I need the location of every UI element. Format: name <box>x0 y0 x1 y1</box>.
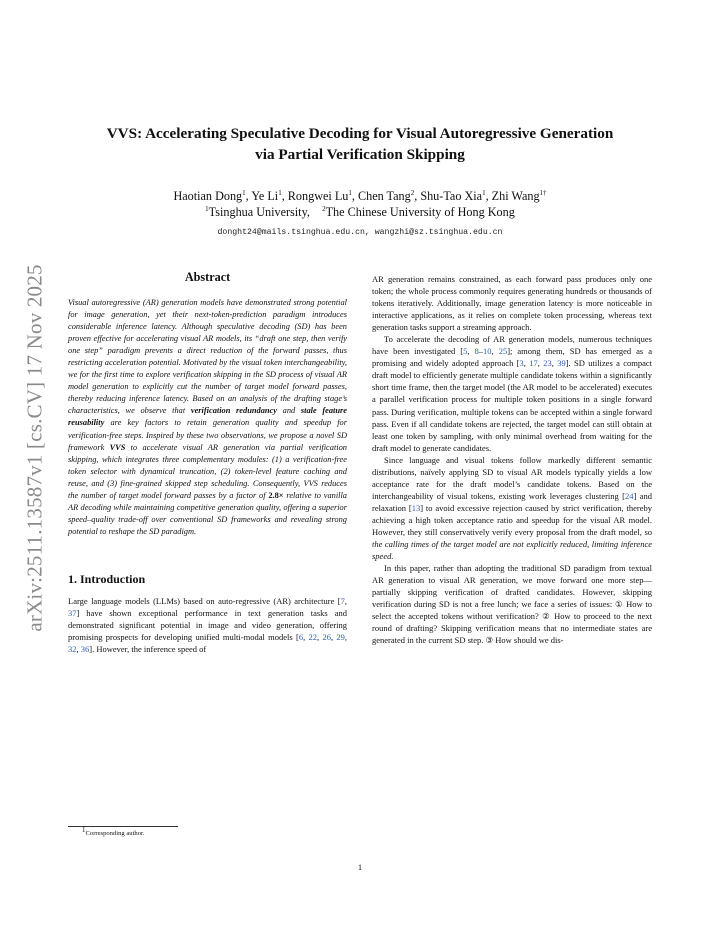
left-column <box>68 270 347 655</box>
abstract-heading: Abstract <box>184 270 231 284</box>
abstract-span: and <box>277 406 301 416</box>
affiliations <box>60 205 660 221</box>
right-column <box>372 273 652 646</box>
citation-link[interactable]: 23 <box>543 358 552 369</box>
abstract-span: relative to vanilla AR decoding while maintaining competitive generation quality, offering a superior speed–quality trade-off over conventional SD frameworks and revealing strong potential to reshape the SD paradigm. <box>68 490 347 536</box>
citation-link[interactable]: 5 <box>463 346 468 357</box>
citation-link[interactable]: 26 <box>322 632 331 643</box>
author-name: Haotian Dong <box>173 189 243 203</box>
page-number: 1 <box>357 862 363 872</box>
text-span: , <box>523 358 530 369</box>
author-name: Shu-Tao Xia <box>420 189 483 203</box>
text-span: ] have shown exceptional performance in text generation tasks and demonstrated significant potential in image and video generation, offering promising prospects for developing unified multi-modal models [ <box>68 607 347 643</box>
citation-link[interactable]: 24 <box>625 490 634 501</box>
affiliation-1: Tsinghua University, <box>208 204 310 219</box>
text-span: ] to avoid excessive rejection caused by strict verification, thereby achieving a high token acceptance ratio and speedup for the visual AR model. However, they still conservatively verify every proposal from the draft model, so <box>372 502 652 537</box>
text-span: , <box>467 346 475 357</box>
footnote <box>68 826 347 837</box>
footnote-text <box>68 826 347 838</box>
author-affiliation-mark: 2 <box>410 188 415 197</box>
arxiv-identifier-stamp <box>22 258 48 638</box>
affiliation-mark: 1 <box>205 204 209 213</box>
citation-link[interactable]: 7 <box>340 595 345 606</box>
citation-link[interactable]: 22 <box>308 632 318 643</box>
author-emails: donght24@mails.tsinghua.edu.cn, wangzhi@sz.tsinghua.edu.cn <box>217 228 503 237</box>
abstract-emphasis: stale feature reusability <box>68 406 347 428</box>
citation-link[interactable]: 32 <box>68 644 77 655</box>
citation-link[interactable]: 8 <box>474 346 479 357</box>
text-span: , <box>330 632 337 643</box>
text-span: , <box>303 632 309 643</box>
author-affiliation-mark: 1 <box>278 188 282 197</box>
author-name: Rongwei Lu <box>287 189 349 203</box>
author-affiliation-mark: 1 <box>242 188 246 197</box>
intro-paragraph <box>68 595 347 655</box>
abstract-span: to accelerate visual AR generation via partial verification skipping, which integrates three complementary modules: (1) a verification-free token selector with dynamical truncation, (2) token-level feature caching and reuse, and (3) fine-grained skipped step scheduling. Consequently, VVS reduces the number of target model forward passes by a factor of <box>68 442 347 500</box>
text-span: ]. However, the inference speed of <box>89 644 207 655</box>
affiliation-mark: 2 <box>322 204 326 213</box>
text-span: ]. SD utilizes a compact draft model to efficiently generate multiple candidate tokens within a significantly short time frame, then the target model (the AR model to be accelerated) executes a parallel verification process for multiple token positions in a single forward pass. During verification, multiple tokens can be accepted within a single forward pass. Even if all candidate tokens are rejected, the target model can still obtain at least one token by sampling, with only minimal overhead from waiting for the draft model to generate candidates. <box>372 358 653 453</box>
title-line-2: via Partial Verification Skipping <box>255 146 465 163</box>
citation-link[interactable]: 37 <box>68 607 77 618</box>
author-affiliation-mark: 1 <box>348 188 352 197</box>
section-heading-introduction: 1. Introduction <box>68 571 146 586</box>
body-paragraph <box>372 454 652 562</box>
text-span: To accelerate the decoding of AR generation models, numerous techniques have been investigated [ <box>372 334 652 357</box>
text-span: ]; among them, SD has emerged as a promising and widely adopted approach [ <box>372 346 653 369</box>
citation-link[interactable]: 6 <box>298 632 304 643</box>
abstract-emphasis: verification redundancy <box>190 406 277 416</box>
arxiv-identifier-text: arXiv:2511.13587v1 [cs.CV] 17 Nov 2025 <box>22 264 47 632</box>
paper-title <box>60 123 660 165</box>
author-affiliation-mark: 1 <box>482 188 486 197</box>
title-line-1: VVS: Accelerating Speculative Decoding for Visual Autoregressive Generation <box>106 125 614 142</box>
body-paragraph: AR generation remains constrained, as each forward pass produces only one token; the whole process commonly requires generating hundreds or thousands of tokens iteratively. Additionally, image generation latency is more noticeable in interactive applications, as it relies on complete token processing, whereas text generation tasks support a streaming approach. <box>372 274 652 333</box>
abstract-span: Visual autoregressive (AR) generation models have demonstrated strong potential for image generation, yet their next-token-prediction paradigm introduces considerable inference latency. Although speculative decoding (SD) has been proven effective for accelerating visual AR models, its “draft one step, then verify one step” paradigm prevents a direct reduction of the forward passes, thus restricting acceleration potential. Motivated by the visual token interchangeability, we for the first time to explore verification skipping in the SD process of visual AR model generation to explicitly cut the number of target model forward passes, thereby reducing inference latency. Based on an analysis of the drafting stage’s characteristics, we observe that <box>68 298 347 416</box>
citation-link[interactable]: 39 <box>557 358 566 369</box>
citation-link[interactable]: 13 <box>411 502 421 513</box>
text-span: , <box>537 358 544 369</box>
body-paragraph: In this paper, rather than adopting the traditional SD paradigm from textual AR generation to visual AR generation, we move forward one more step—partially skipping verification of drafted candidates. However, skipping verification during SD is not a free lunch; we face a series of issues: ① How to select the accepted tokens without verification? ② How to proceed to the next round of drafting? Skipping verification means that no intermediate states are generated in the current SD step. ③ How should we dis- <box>372 563 652 646</box>
text-span: , <box>344 632 348 643</box>
text-span: , <box>317 632 323 643</box>
text-span: Large language models (LLMs) based on auto-regressive (AR) architecture [ <box>68 595 341 606</box>
text-span: Since language and visual tokens follow markedly different semantic distributions, naïvely applying SD to visual AR models typically yields a low acceptance rate for the draft model’s candidate tokens. Based on the interchangeability of visual tokens, existing work leverages clustering [ <box>372 454 652 501</box>
author-names: Haotian Dong$^1$, Ye Li$^1$, Rongwei Lu$^1$, Chen Tang$^2$, Shu-Tao Xia$^1$, Zhi Wang$^{1\dagger}$ <box>173 188 547 203</box>
text-span: ] and relaxation [ <box>372 490 653 513</box>
body-paragraph <box>372 333 652 453</box>
abstract-text <box>68 297 347 538</box>
text-span: , <box>76 644 81 655</box>
text-span: , <box>551 358 558 369</box>
emphasized-text: the calling times of the target model are not explicitly reduced, limiting inference speed. <box>372 539 652 562</box>
citation-link[interactable]: 3 <box>519 358 524 369</box>
text-span: , <box>491 346 499 357</box>
abstract-emphasis: 2.8× <box>268 490 284 500</box>
citation-link[interactable]: 36 <box>80 644 90 655</box>
author-name: Zhi Wang <box>491 189 540 203</box>
author-name: Chen Tang <box>357 189 411 203</box>
footnote-content: Corresponding author. <box>85 830 145 838</box>
footnote-mark: 1 <box>82 826 86 834</box>
citation-link[interactable]: 10 <box>483 346 492 357</box>
text-span: , <box>344 595 347 606</box>
author-affiliation-mark: 1† <box>539 188 547 197</box>
citation-link[interactable]: 29 <box>336 632 345 643</box>
text-span: – <box>478 346 484 357</box>
abstract-span: are key factors to retain generation quality and speedup for verification-free steps. Inspired by these two observations, we propose a novel SD framework <box>68 418 347 452</box>
author-name: Ye Li <box>251 189 279 203</box>
author-block <box>60 189 660 220</box>
citation-link[interactable]: 17 <box>529 358 538 369</box>
citation-link[interactable]: 25 <box>498 346 508 357</box>
abstract-emphasis: VVS <box>109 442 126 452</box>
affiliation-2: The Chinese University of Hong Kong <box>325 204 515 219</box>
